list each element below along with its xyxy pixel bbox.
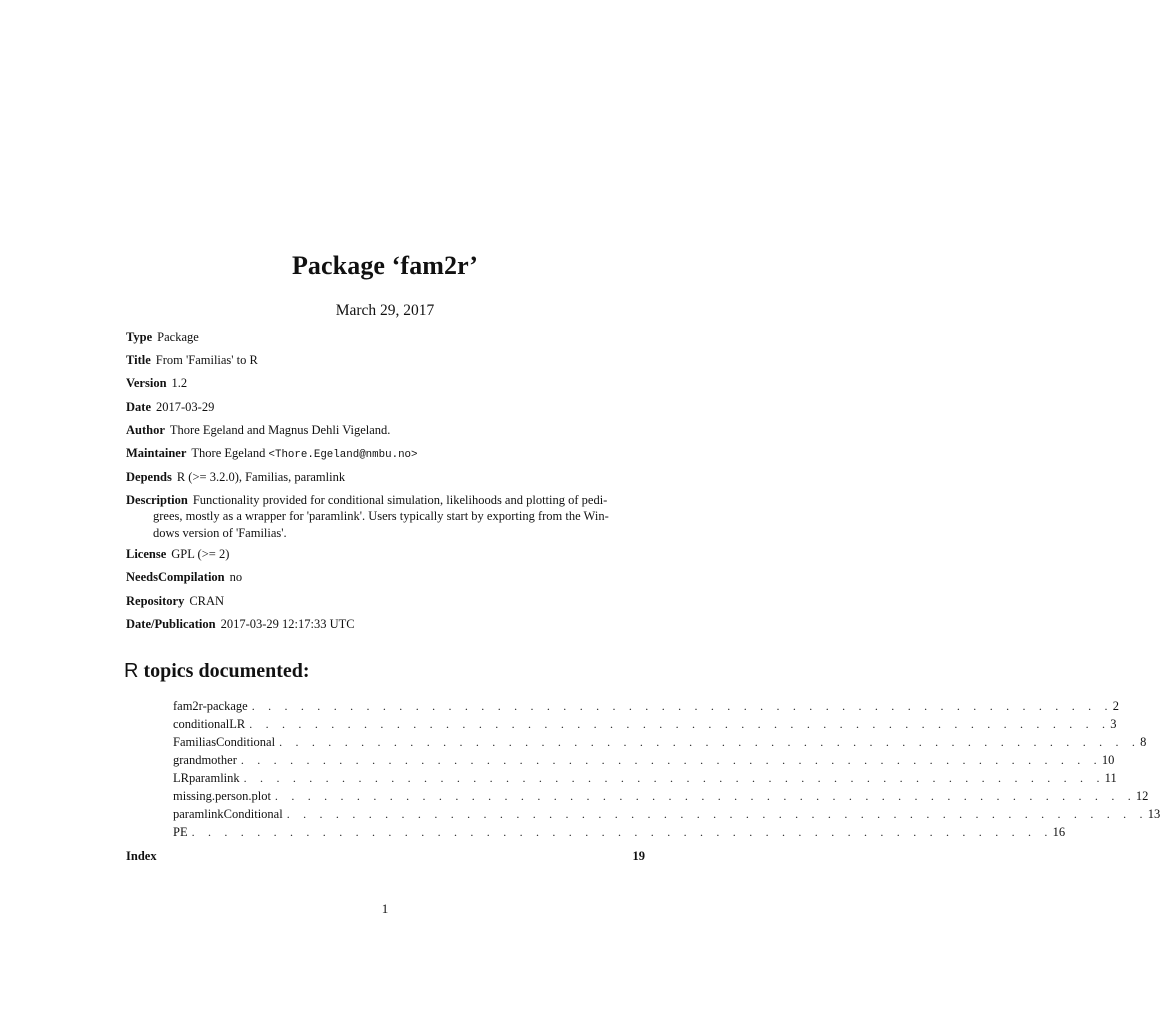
- toc-leader-dots: . . . . . . . . . . . . . . . . . . . . . . . . . . . . . . . . . . . . . . . . . . . . . . . . . . . . .: [249, 717, 1111, 731]
- field-key: Maintainer: [126, 446, 187, 460]
- field-value: CRAN: [189, 594, 225, 608]
- toc-entry-page: 3: [1110, 717, 1117, 731]
- field-value: R (>= 3.2.0), Familias, paramlink: [176, 470, 346, 484]
- index-label[interactable]: Index: [126, 849, 157, 863]
- field-value: Thore Egeland and Magnus Dehli Vigeland.: [169, 423, 391, 437]
- toc-leader-dots: . . . . . . . . . . . . . . . . . . . . . . . . . . . . . . . . . . . . . . . . . . . . . . . . . . . . .: [279, 735, 1141, 749]
- field-value: Package: [157, 330, 199, 344]
- toc-leader-dots: . . . . . . . . . . . . . . . . . . . . . . . . . . . . . . . . . . . . . . . . . . . . . . . . . . . . .: [243, 771, 1105, 785]
- document-date: March 29, 2017: [335, 302, 435, 319]
- toc-entry[interactable]: [173, 770, 1117, 786]
- field-key: Title: [126, 353, 151, 367]
- toc-entry-page: 13: [1147, 807, 1160, 821]
- field-repository: [126, 593, 626, 609]
- toc-entry[interactable]: [173, 716, 1117, 732]
- field-value: 1.2: [171, 376, 188, 390]
- field-key: Version: [126, 376, 167, 390]
- toc-leader-dots: . . . . . . . . . . . . . . . . . . . . . . . . . . . . . . . . . . . . . . . . . . . . . . . . . . . . .: [274, 789, 1136, 803]
- field-value: 2017-03-29 12:17:33 UTC: [220, 617, 355, 631]
- field-description: [126, 492, 626, 541]
- toc-entry[interactable]: [173, 734, 1147, 750]
- toc-entry[interactable]: [173, 788, 1149, 804]
- field-value: From 'Familias' to R: [155, 353, 258, 367]
- maintainer-email: <Thore.Egeland@nmbu.no>: [268, 449, 418, 461]
- toc-entry-name[interactable]: missing.person.plot: [173, 789, 271, 803]
- field-license: [126, 546, 626, 562]
- toc-entry-page: 12: [1135, 789, 1149, 803]
- field-publication: [126, 616, 626, 632]
- field-date: [126, 399, 626, 415]
- description-line-3: dows version of 'Familias'.: [153, 525, 287, 540]
- description-line-1: [126, 492, 626, 508]
- toc-entry-page: 16: [1052, 825, 1066, 839]
- toc-entry[interactable]: [173, 698, 1119, 714]
- toc-entry-name[interactable]: grandmother: [173, 753, 237, 767]
- toc-entry[interactable]: [173, 752, 1115, 768]
- index-entry[interactable]: [126, 849, 645, 864]
- field-depends: [126, 469, 626, 485]
- field-version: [126, 375, 626, 391]
- toc-leader-dots: . . . . . . . . . . . . . . . . . . . . . . . . . . . . . . . . . . . . . . . . . . . . . . . . . . . . .: [286, 807, 1148, 821]
- toc-entry-name[interactable]: conditionalLR: [173, 717, 246, 731]
- field-key: Type: [126, 330, 153, 344]
- toc-entry-name[interactable]: paramlinkConditional: [173, 807, 283, 821]
- toc-entry[interactable]: [173, 824, 1066, 840]
- toc-entry-page: 10: [1101, 753, 1115, 767]
- section-prefix: R: [124, 660, 139, 682]
- description-text: Functionality provided for conditional simulation, likelihoods and plotting of pedi-: [192, 493, 608, 507]
- toc-entry-page: 8: [1140, 735, 1147, 749]
- field-value: GPL (>= 2): [171, 547, 230, 561]
- field-key: NeedsCompilation: [126, 570, 225, 584]
- field-title: [126, 352, 626, 368]
- field-key: License: [126, 547, 167, 561]
- index-page: 19: [632, 849, 645, 863]
- toc-leader-dots: . . . . . . . . . . . . . . . . . . . . . . . . . . . . . . . . . . . . . . . . . . . . . . . . . . . . .: [240, 753, 1102, 767]
- field-key: Depends: [126, 470, 172, 484]
- toc-leader-dots: . . . . . . . . . . . . . . . . . . . . . . . . . . . . . . . . . . . . . . . . . . . . . . . . . . . . .: [251, 699, 1113, 713]
- field-value: 2017-03-29: [156, 400, 215, 414]
- field-key: Date/Publication: [126, 617, 216, 631]
- page-number: 1: [381, 901, 389, 916]
- toc-entry-page: 2: [1112, 699, 1119, 713]
- toc-leader-dots: . . . . . . . . . . . . . . . . . . . . . . . . . . . . . . . . . . . . . . . . . . . . . . . . . . . . .: [191, 825, 1053, 839]
- field-needscompilation: [126, 569, 626, 585]
- field-maintainer: [126, 445, 626, 463]
- toc-entry-name[interactable]: FamiliasConditional: [173, 735, 276, 749]
- package-title: Package ‘fam2r’: [291, 251, 479, 280]
- field-value: no: [229, 570, 243, 584]
- field-key: Date: [126, 400, 151, 414]
- field-author: [126, 422, 626, 438]
- section-heading: [124, 660, 310, 683]
- toc-entry-page: 11: [1104, 771, 1117, 785]
- field-value: Thore Egeland: [191, 446, 266, 460]
- toc-entry[interactable]: [173, 806, 1160, 822]
- field-key: Description: [126, 493, 188, 507]
- toc-entry-name[interactable]: LRparamlink: [173, 771, 240, 785]
- toc-entry-name[interactable]: fam2r-package: [173, 699, 248, 713]
- description-line-2: grees, mostly as a wrapper for 'paramlink'. Users typically start by exporting from the Win-: [153, 509, 609, 524]
- toc-entry-name[interactable]: PE: [173, 825, 188, 839]
- field-type: [126, 329, 626, 345]
- section-title: topics documented:: [138, 660, 310, 682]
- field-key: Repository: [126, 594, 185, 608]
- field-key: Author: [126, 423, 165, 437]
